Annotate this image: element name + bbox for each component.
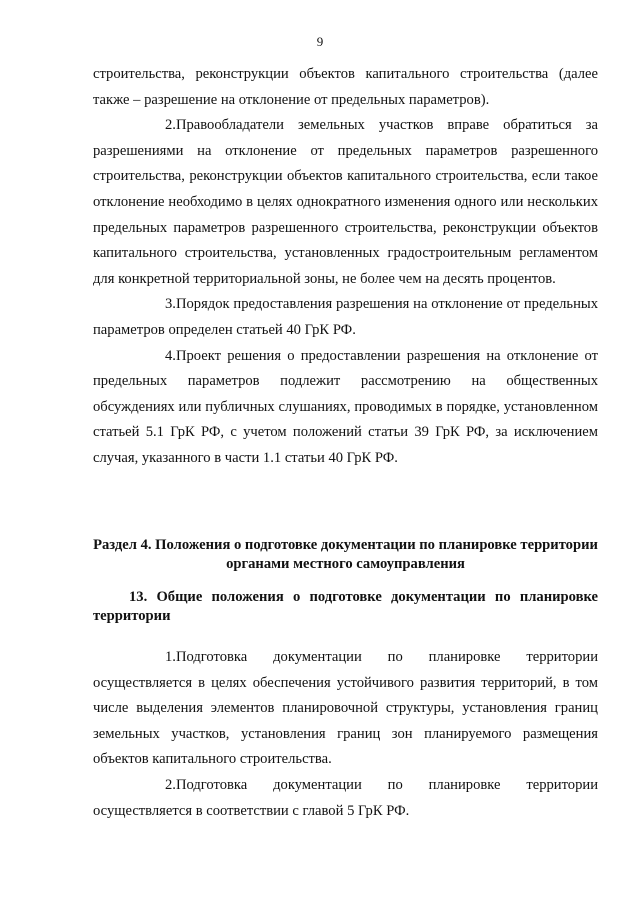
paragraph-text: Подготовка документации по планировке территории осуществляется в соответствии с главой 5 ГрК РФ.: [93, 776, 598, 819]
paragraph-text: Порядок предоставления разрешения на отклонение от предельных параметров определен статьей 40 ГрК РФ.: [93, 296, 598, 338]
paragraph-item-4: [93, 344, 598, 472]
paragraph-number: 2.: [165, 776, 176, 793]
paragraph-text: Подготовка документации по планировке территории осуществляется в целях обеспечения устойчивого развития территорий, в том числе выделения элементов планировочной структуры, установления границ земельных участков, установления границ зон планируемого размещения объектов капитального строительства.: [93, 649, 598, 768]
paragraph-continuation: [93, 62, 598, 113]
paragraphs-bottom: [93, 645, 598, 824]
paragraph-item-2: [93, 773, 598, 824]
paragraph-item-3: [93, 292, 598, 343]
paragraph-number: 1.: [165, 649, 176, 665]
section-title: Раздел 4. Положения о подготовке документации по планировке территории органами местного самоуправления: [93, 537, 598, 572]
paragraph-number: 3.: [165, 296, 176, 313]
paragraph-text: Правообладатели земельных участков вправе обратиться за разрешениями на отклонение от предельных параметров разрешенного строительства, реконструкции объектов капитального строительства, если такое отклонение необходимо в целях однократного изменения одного или нескольких предельных параметров разрешенного строительства, реконструкции объектов капитального строительства, установленных градостроительным регламентом для конкретной территориальной зоны, не более чем на десять процентов.: [93, 117, 598, 287]
page-number: 9: [316, 34, 324, 49]
paragraph-text: Проект решения о предоставлении разрешения на отклонение от предельных параметров подлежит рассмотрению на общественных обсуждениях или публичных слушаниях, проводимых в порядке, установленном статьей 5.1 ГрК РФ, с учетом положений статьи 39 ГрК РФ, за исключением случая, указанного в части 1.1 статьи 40 ГрК РФ.: [93, 347, 598, 466]
paragraphs-top: [93, 62, 598, 472]
paragraph-number: 4.: [165, 347, 176, 364]
paragraph-item-2: [93, 113, 598, 292]
paragraph-number: 2.: [165, 117, 176, 134]
paragraph-text: строительства, реконструкции объектов капитального строительства (далее также – разрешение на отклонение от предельных параметров).: [93, 66, 598, 108]
subsection-title: 13. Общие положения о подготовке документации по планировке территории: [93, 589, 598, 624]
paragraph-item-1: [93, 645, 598, 773]
